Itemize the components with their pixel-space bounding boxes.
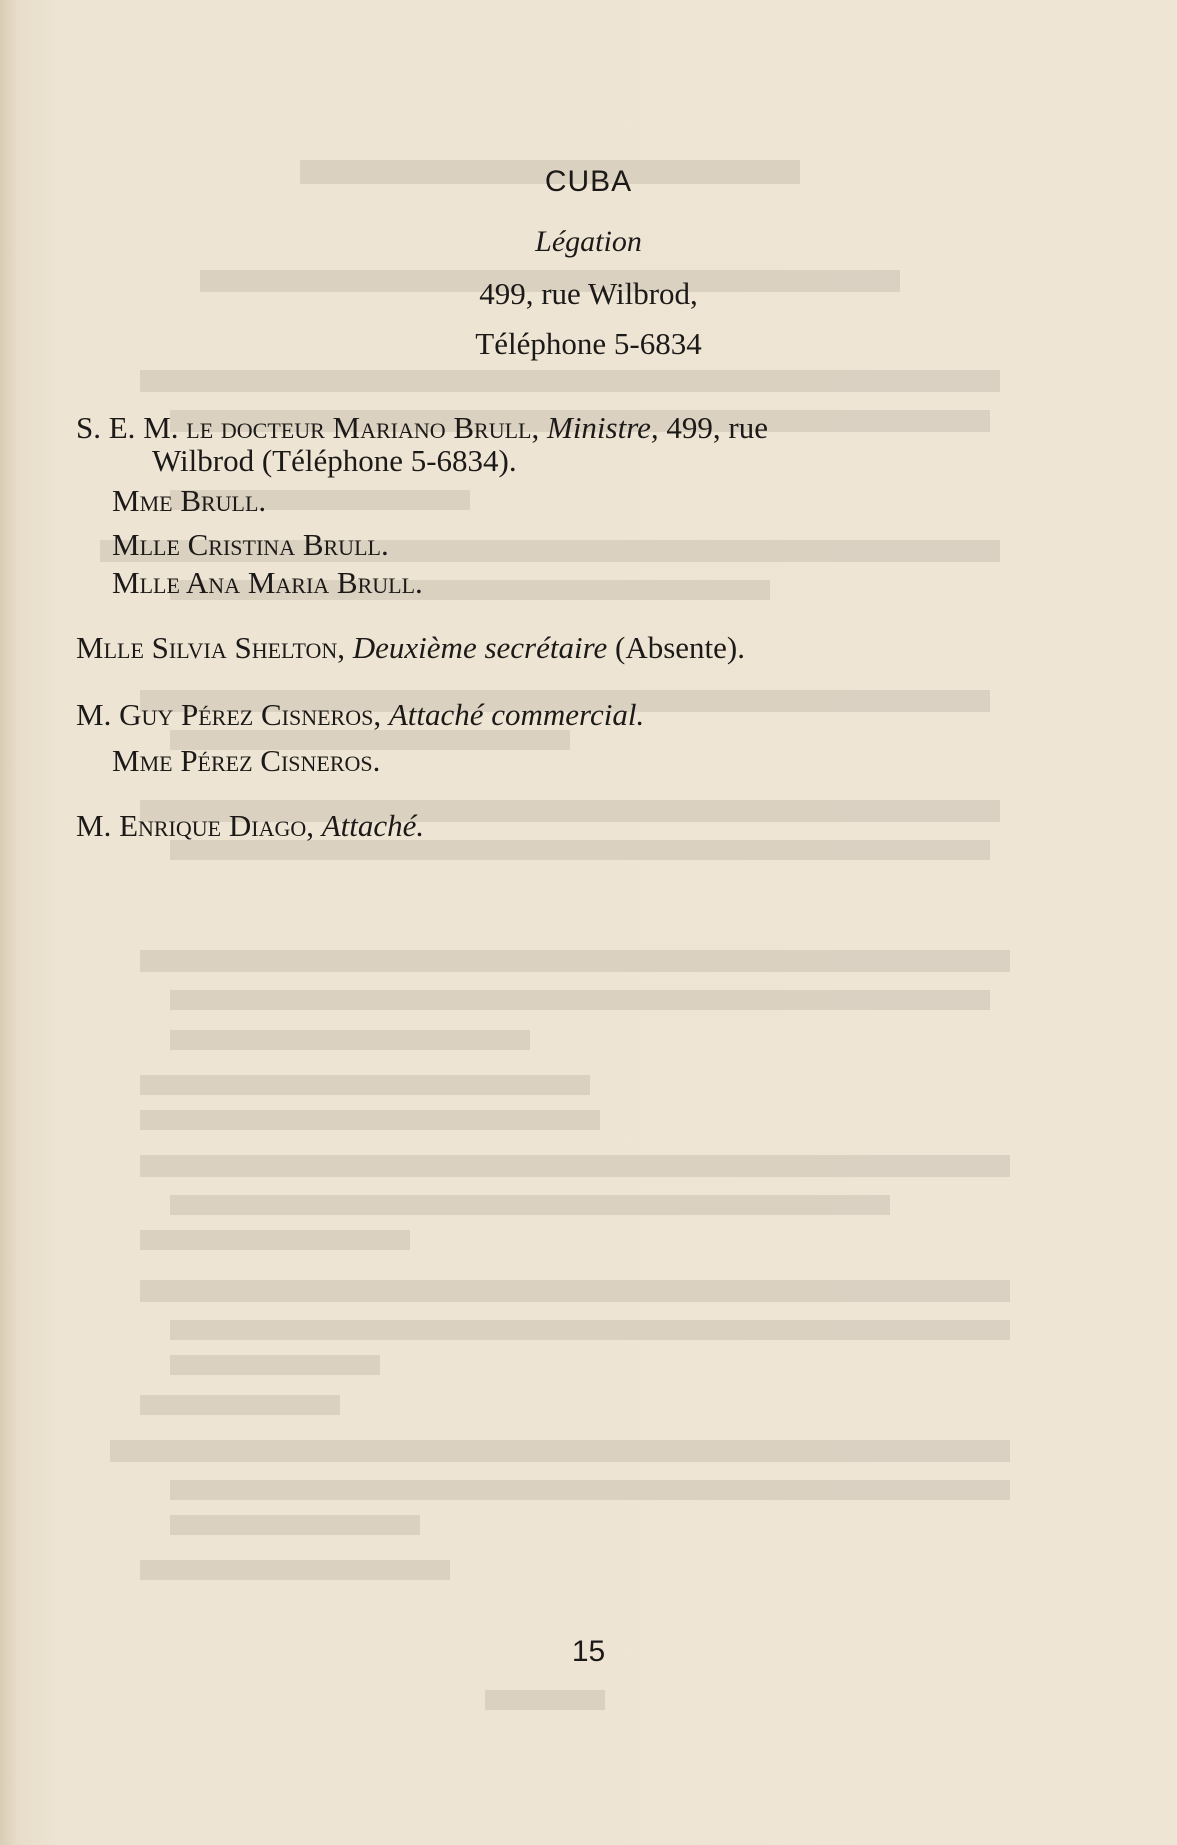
section-heading: Légation — [535, 225, 642, 258]
entry-title: Attaché. — [321, 808, 425, 843]
entry-title: Deuxième secrétaire — [352, 630, 608, 665]
entry-family-member: Mlle Ana Maria Brull. — [112, 565, 423, 600]
entry-commercial-attache — [76, 697, 644, 733]
entry-spouse: Mme Pérez Cisneros. — [112, 743, 381, 778]
legation-address: 499, rue Wilbrod, — [479, 276, 698, 311]
page-number: 15 — [571, 1635, 606, 1668]
entry-spouse: Mme Brull. — [112, 483, 267, 518]
entry-rest: 499, rue — [658, 410, 768, 445]
entry-rest: (Absente). — [607, 630, 745, 665]
entry-title: Attaché commercial. — [388, 697, 645, 732]
legation-telephone: Téléphone 5-6834 — [475, 326, 702, 361]
entry-attache — [76, 808, 424, 844]
entry-name: M. Guy Pérez Cisneros, — [76, 697, 382, 732]
entry-name: M. le docteur Mariano Brull, — [143, 410, 540, 445]
entry-name: Mlle Silvia Shelton, — [76, 630, 346, 665]
entry-prefix: S. E. — [76, 410, 144, 445]
entry-title: Ministre, — [547, 410, 659, 445]
entry-name: M. Enrique Diago, — [76, 808, 314, 843]
entry-minister — [76, 410, 768, 446]
country-heading: CUBA — [544, 165, 633, 198]
entry-second-secretary — [76, 630, 745, 666]
entry-minister-continuation: Wilbrod (Téléphone 5-6834). — [152, 443, 517, 478]
entry-family-member: Mlle Cristina Brull. — [112, 527, 389, 562]
